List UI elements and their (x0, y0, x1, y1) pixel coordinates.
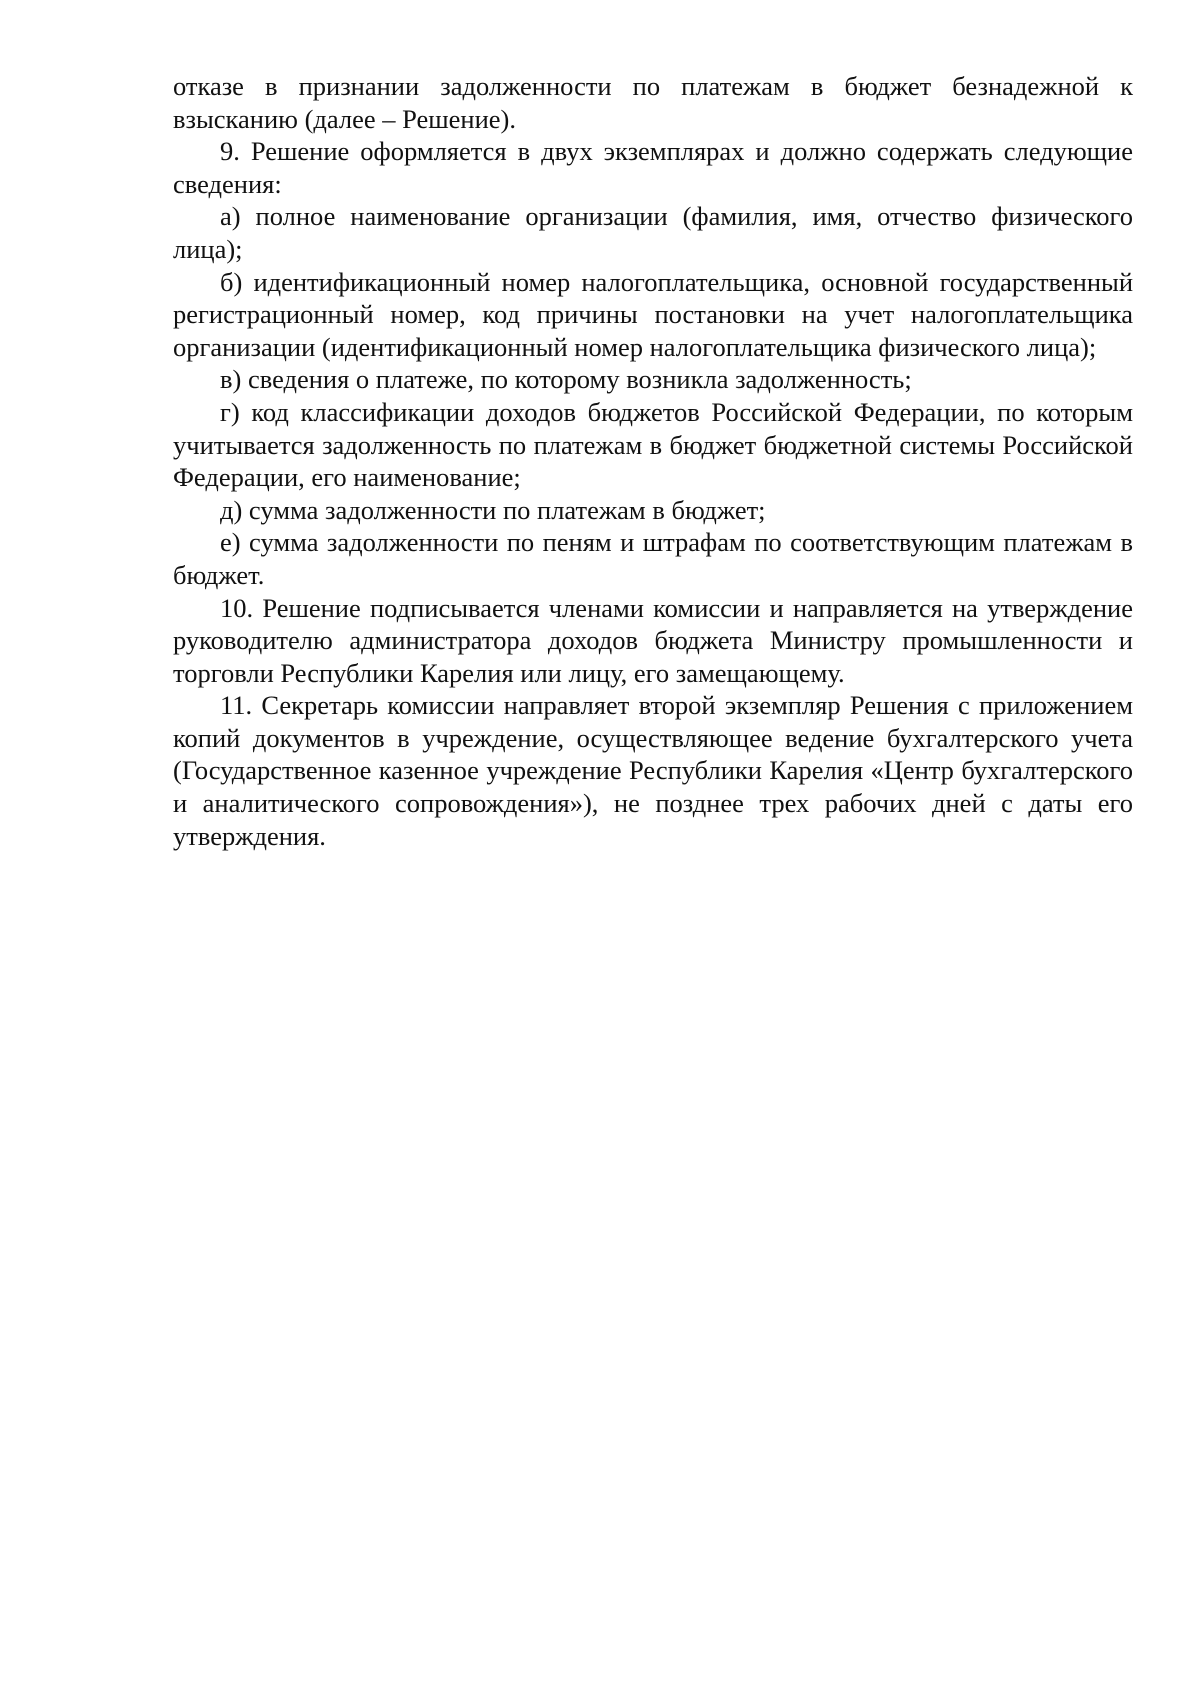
paragraph-item-9b: б) идентификационный номер налогоплательщика, основной государственный регистрационный номер, код причины постановки на учет налогоплательщика организации (идентификационный номер налогоплательщика физического лица); (173, 266, 1133, 362)
document-body (173, 70, 1133, 852)
paragraph-item-9d: д) сумма задолженности по платежам в бюджет; (220, 494, 766, 525)
paragraph-item-9e: е) сумма задолженности по пеням и штрафам по соответствующим платежам в бюджет. (173, 527, 1133, 590)
paragraph-item-9: 9. Решение оформляется в двух экземплярах и должно содержать следующие сведения: (173, 136, 1133, 199)
paragraph-item-9a: а) полное наименование организации (фамилия, имя, отчество физического лица); (173, 201, 1133, 264)
paragraph-continuation: отказе в признании задолженности по платежам в бюджет безнадежной к взысканию (далее – Решение). (173, 71, 1133, 134)
paragraph-item-11: 11. Секретарь комиссии направляет второй экземпляр Решения с приложением копий документов в учреждение, осуществляющее ведение бухгалтерского учета (Государственное казенное учреждение Республики Карелия «Центр бухгалтерского и аналитического сопровождения»), не позднее трех рабочих дней с даты его утверждения. (173, 690, 1133, 851)
paragraph-item-9g: г) код классификации доходов бюджетов Российской Федерации, по которым учитывается задолженность по платежам в бюджет бюджетной системы Российской Федерации, его наименование; (173, 396, 1133, 493)
paragraph-item-9v: в) сведения о платеже, по которому возникла задолженность; (220, 364, 912, 395)
paragraph-item-10: 10. Решение подписывается членами комиссии и направляется на утверждение руководителю администратора доходов бюджета Министру промышленности и торговли Республики Карелия или лицу, его замещающему. (173, 592, 1133, 688)
